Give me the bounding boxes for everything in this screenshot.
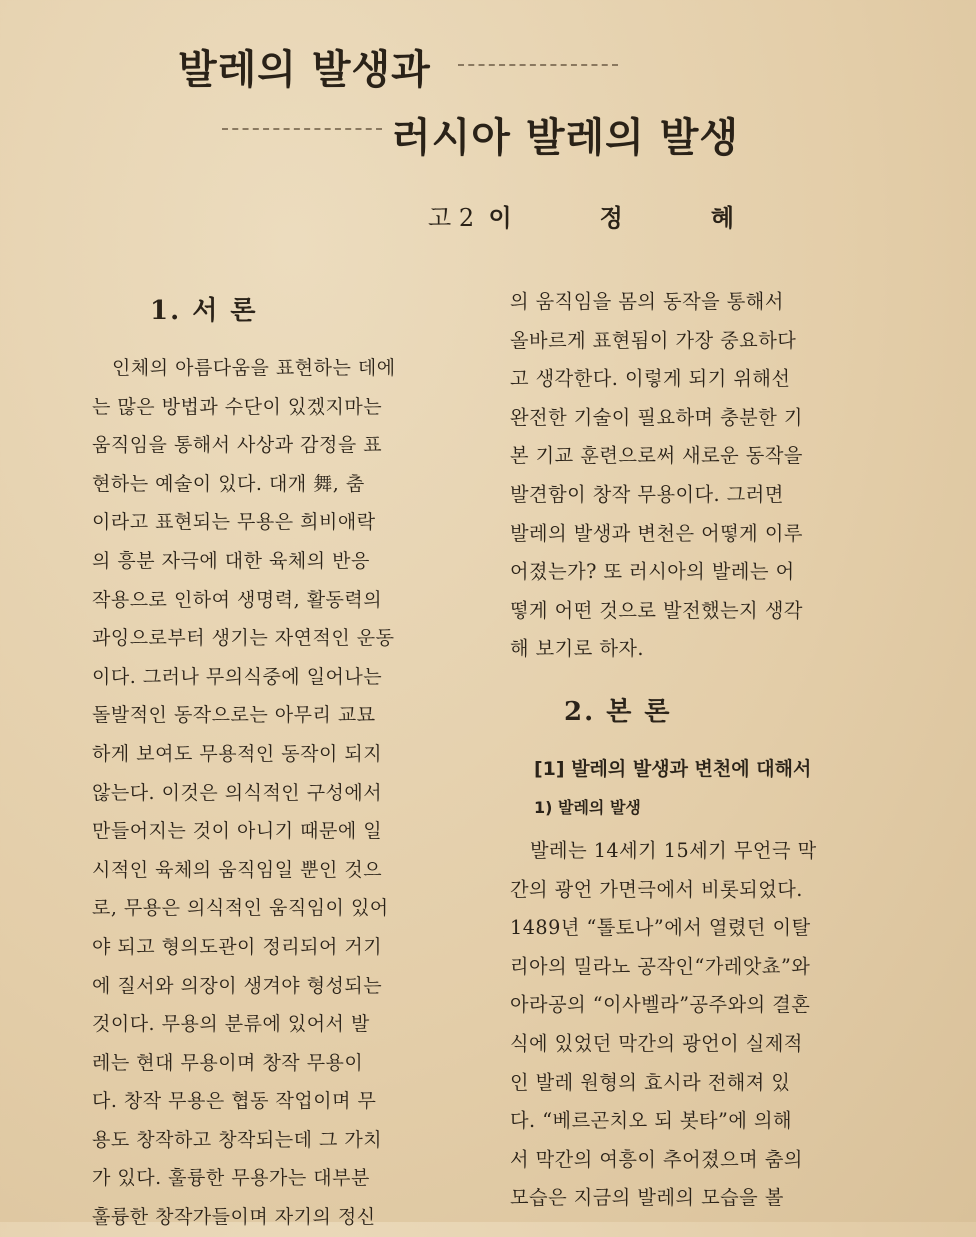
- text-line: 는 많은 방법과 수단이 있겠지마는: [92, 395, 383, 418]
- ballet-origin-paragraph: [510, 832, 870, 1218]
- text-line: 식에 있었던 막간의 광언이 실제적: [510, 1031, 803, 1055]
- title-line-1: 발레의 발생과: [178, 47, 431, 93]
- text-line: 다. “베르곤치오 되 봇타”에 의해: [510, 1109, 793, 1133]
- text-line: 가 있다. 훌륭한 무용가는 대부분: [92, 1167, 370, 1190]
- title-dash-rule-1: [458, 64, 618, 66]
- left-column: [92, 290, 452, 1237]
- text-line: 발레는 14세기 15세기 무언극 막: [530, 838, 817, 862]
- text-line: 것이다. 무용의 분류에 있어서 발: [92, 1013, 370, 1036]
- text-line: 움직임을 통해서 사상과 감정을 표: [92, 434, 383, 457]
- title-dash-rule-2: [222, 128, 382, 130]
- text-line: 이다. 그러나 무의식중에 일어나는: [92, 665, 383, 688]
- text-line: 서 막간의 여흥이 추어졌으며 춤의: [510, 1147, 803, 1171]
- section-heading-body: 2. 본 론: [564, 696, 672, 727]
- text-line: 인체의 아름다움을 표현하는 데에: [112, 357, 396, 379]
- text-line: 작용으로 인하여 생명력, 활동력의: [92, 588, 383, 611]
- text-line: 하게 보여도 무용적인 동작이 되지: [92, 742, 383, 765]
- title-line-2: 러시아 발레의 발생: [392, 115, 739, 161]
- text-line: 발레의 발생과 변천은 어떻게 이루: [510, 521, 803, 545]
- subsection-heading: [1] 발레의 발생과 변천에 대해서: [534, 757, 812, 780]
- introduction-continued-paragraph: [510, 283, 870, 669]
- text-line: 시적인 육체의 움직임일 뿐인 것으: [92, 858, 383, 881]
- author-name: 이정혜: [488, 204, 823, 232]
- text-line: 떻게 어떤 것으로 발전했는지 생각: [510, 598, 803, 622]
- text-line: 과잉으로부터 생기는 자연적인 운동: [92, 627, 395, 650]
- text-line: 돌발적인 동작으로는 아무리 교묘: [92, 704, 376, 727]
- introduction-paragraph: [92, 349, 452, 1237]
- text-line: 발견함이 창작 무용이다. 그러면: [510, 482, 784, 506]
- text-line: 아라공의 “이사벨라”공주와의 결혼: [510, 993, 811, 1017]
- text-line: 올바르게 표현됨이 가장 중요하다: [510, 328, 797, 352]
- text-line: 야 되고 형의도관이 정리되어 거기: [92, 935, 383, 958]
- text-line: 만들어지는 것이 아니기 때문에 일: [92, 820, 383, 843]
- subsubsection-heading: 1) 발레의 발생: [534, 797, 641, 817]
- text-line: 해 보기로 하자.: [510, 637, 645, 661]
- text-line: 다. 창작 무용은 협동 작업이며 무: [92, 1090, 377, 1113]
- text-line: 로, 무용은 의식적인 움직임이 있어: [92, 897, 389, 920]
- text-line: 인 발레 원형의 효시라 전해져 있: [510, 1070, 791, 1094]
- text-line: 레는 현대 무용이며 창작 무용이: [92, 1051, 364, 1074]
- right-column: [510, 283, 870, 1218]
- text-line: 완전한 기술이 필요하며 충분한 기: [510, 405, 803, 429]
- text-line: 어졌는가? 또 러시아의 발레는 어: [510, 560, 795, 584]
- text-line: 의 흥분 자극에 대한 육체의 반응: [92, 549, 370, 572]
- section-heading-introduction: 1. 서 론: [150, 296, 258, 326]
- text-line: 이라고 표현되는 무용은 희비애락: [92, 511, 376, 534]
- author-byline: [428, 198, 822, 233]
- text-line: 간의 광언 가면극에서 비롯되었다.: [510, 877, 803, 901]
- text-line: 않는다. 이것은 의식적인 구성에서: [92, 781, 383, 804]
- text-line: 용도 창작하고 창작되는데 그 가치: [92, 1128, 383, 1151]
- text-line: 본 기교 훈련으로써 새로운 동작을: [510, 444, 803, 468]
- text-line: 에 질서와 의장이 생겨야 형성되는: [92, 974, 383, 997]
- text-line: 모습은 지금의 발레의 모습을 볼: [510, 1186, 784, 1210]
- text-line: 고 생각한다. 이렇게 되기 위해선: [510, 367, 791, 391]
- text-line: 리아의 밀라노 공작인“가레앗쵸”와: [510, 954, 811, 978]
- text-line: 훌륭한 창작가들이며 자기의 정신: [92, 1206, 376, 1229]
- author-grade: 고 2: [428, 204, 475, 232]
- text-line: 1489년 “톨토나”에서 열렸던 이탈: [510, 916, 811, 940]
- text-line: 의 움직임을 몸의 동작을 통해서: [510, 290, 784, 313]
- text-line: 현하는 예술이 있다. 대개 舞, 춤: [92, 472, 365, 495]
